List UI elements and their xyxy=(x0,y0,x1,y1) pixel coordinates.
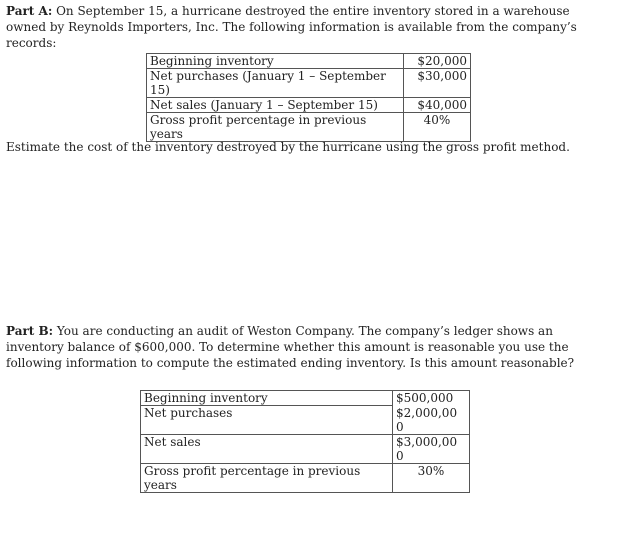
row-value: 40% xyxy=(404,113,471,142)
table-row xyxy=(147,113,471,142)
part-a-heading: Part A: xyxy=(6,4,53,18)
row-label: Net sales (January 1 – September 15) xyxy=(147,98,404,113)
row-label: Gross profit percentage in previous years xyxy=(141,463,393,492)
part-a-intro xyxy=(6,3,612,51)
table-row xyxy=(141,406,470,435)
table-row xyxy=(147,54,471,69)
part-a-question: Estimate the cost of the inventory destroyed by the hurricane using the gross profit method. xyxy=(6,140,570,154)
table-row xyxy=(147,69,471,98)
part-b-heading: Part B: xyxy=(6,324,54,338)
row-label: Beginning inventory xyxy=(147,54,404,69)
table-row xyxy=(141,434,470,463)
row-value: $20,000 xyxy=(404,54,471,69)
row-label: Gross profit percentage in previous years xyxy=(147,113,404,142)
table-row xyxy=(141,463,470,492)
part-b-intro xyxy=(6,323,612,371)
table-row xyxy=(147,98,471,113)
row-value: 30% xyxy=(393,463,470,492)
row-label: Beginning inventory xyxy=(141,391,393,406)
row-value: $3,000,00 0 xyxy=(393,434,470,463)
part-b-table xyxy=(140,390,470,493)
table-row xyxy=(141,391,470,406)
row-value: $2,000,00 0 xyxy=(393,406,470,435)
row-value: $40,000 xyxy=(404,98,471,113)
row-value: $30,000 xyxy=(404,69,471,98)
row-label: Net purchases xyxy=(141,406,393,435)
row-label: Net purchases (January 1 – September 15) xyxy=(147,69,404,98)
part-a-table xyxy=(146,53,471,142)
part-a-intro-text: On September 15, a hurricane destroyed the entire inventory stored in a warehouse owned by Reynolds Importers, Inc. The following information is available from the company’s records: xyxy=(6,4,577,50)
row-label: Net sales xyxy=(141,434,393,463)
row-value: $500,000 xyxy=(393,391,470,406)
part-b-intro-text: You are conducting an audit of Weston Company. The company’s ledger shows an inventory balance of $600,000. To determine whether this amount is reasonable you use the following information to compute the estimated ending inventory. Is this amount reasonable? xyxy=(6,324,575,370)
